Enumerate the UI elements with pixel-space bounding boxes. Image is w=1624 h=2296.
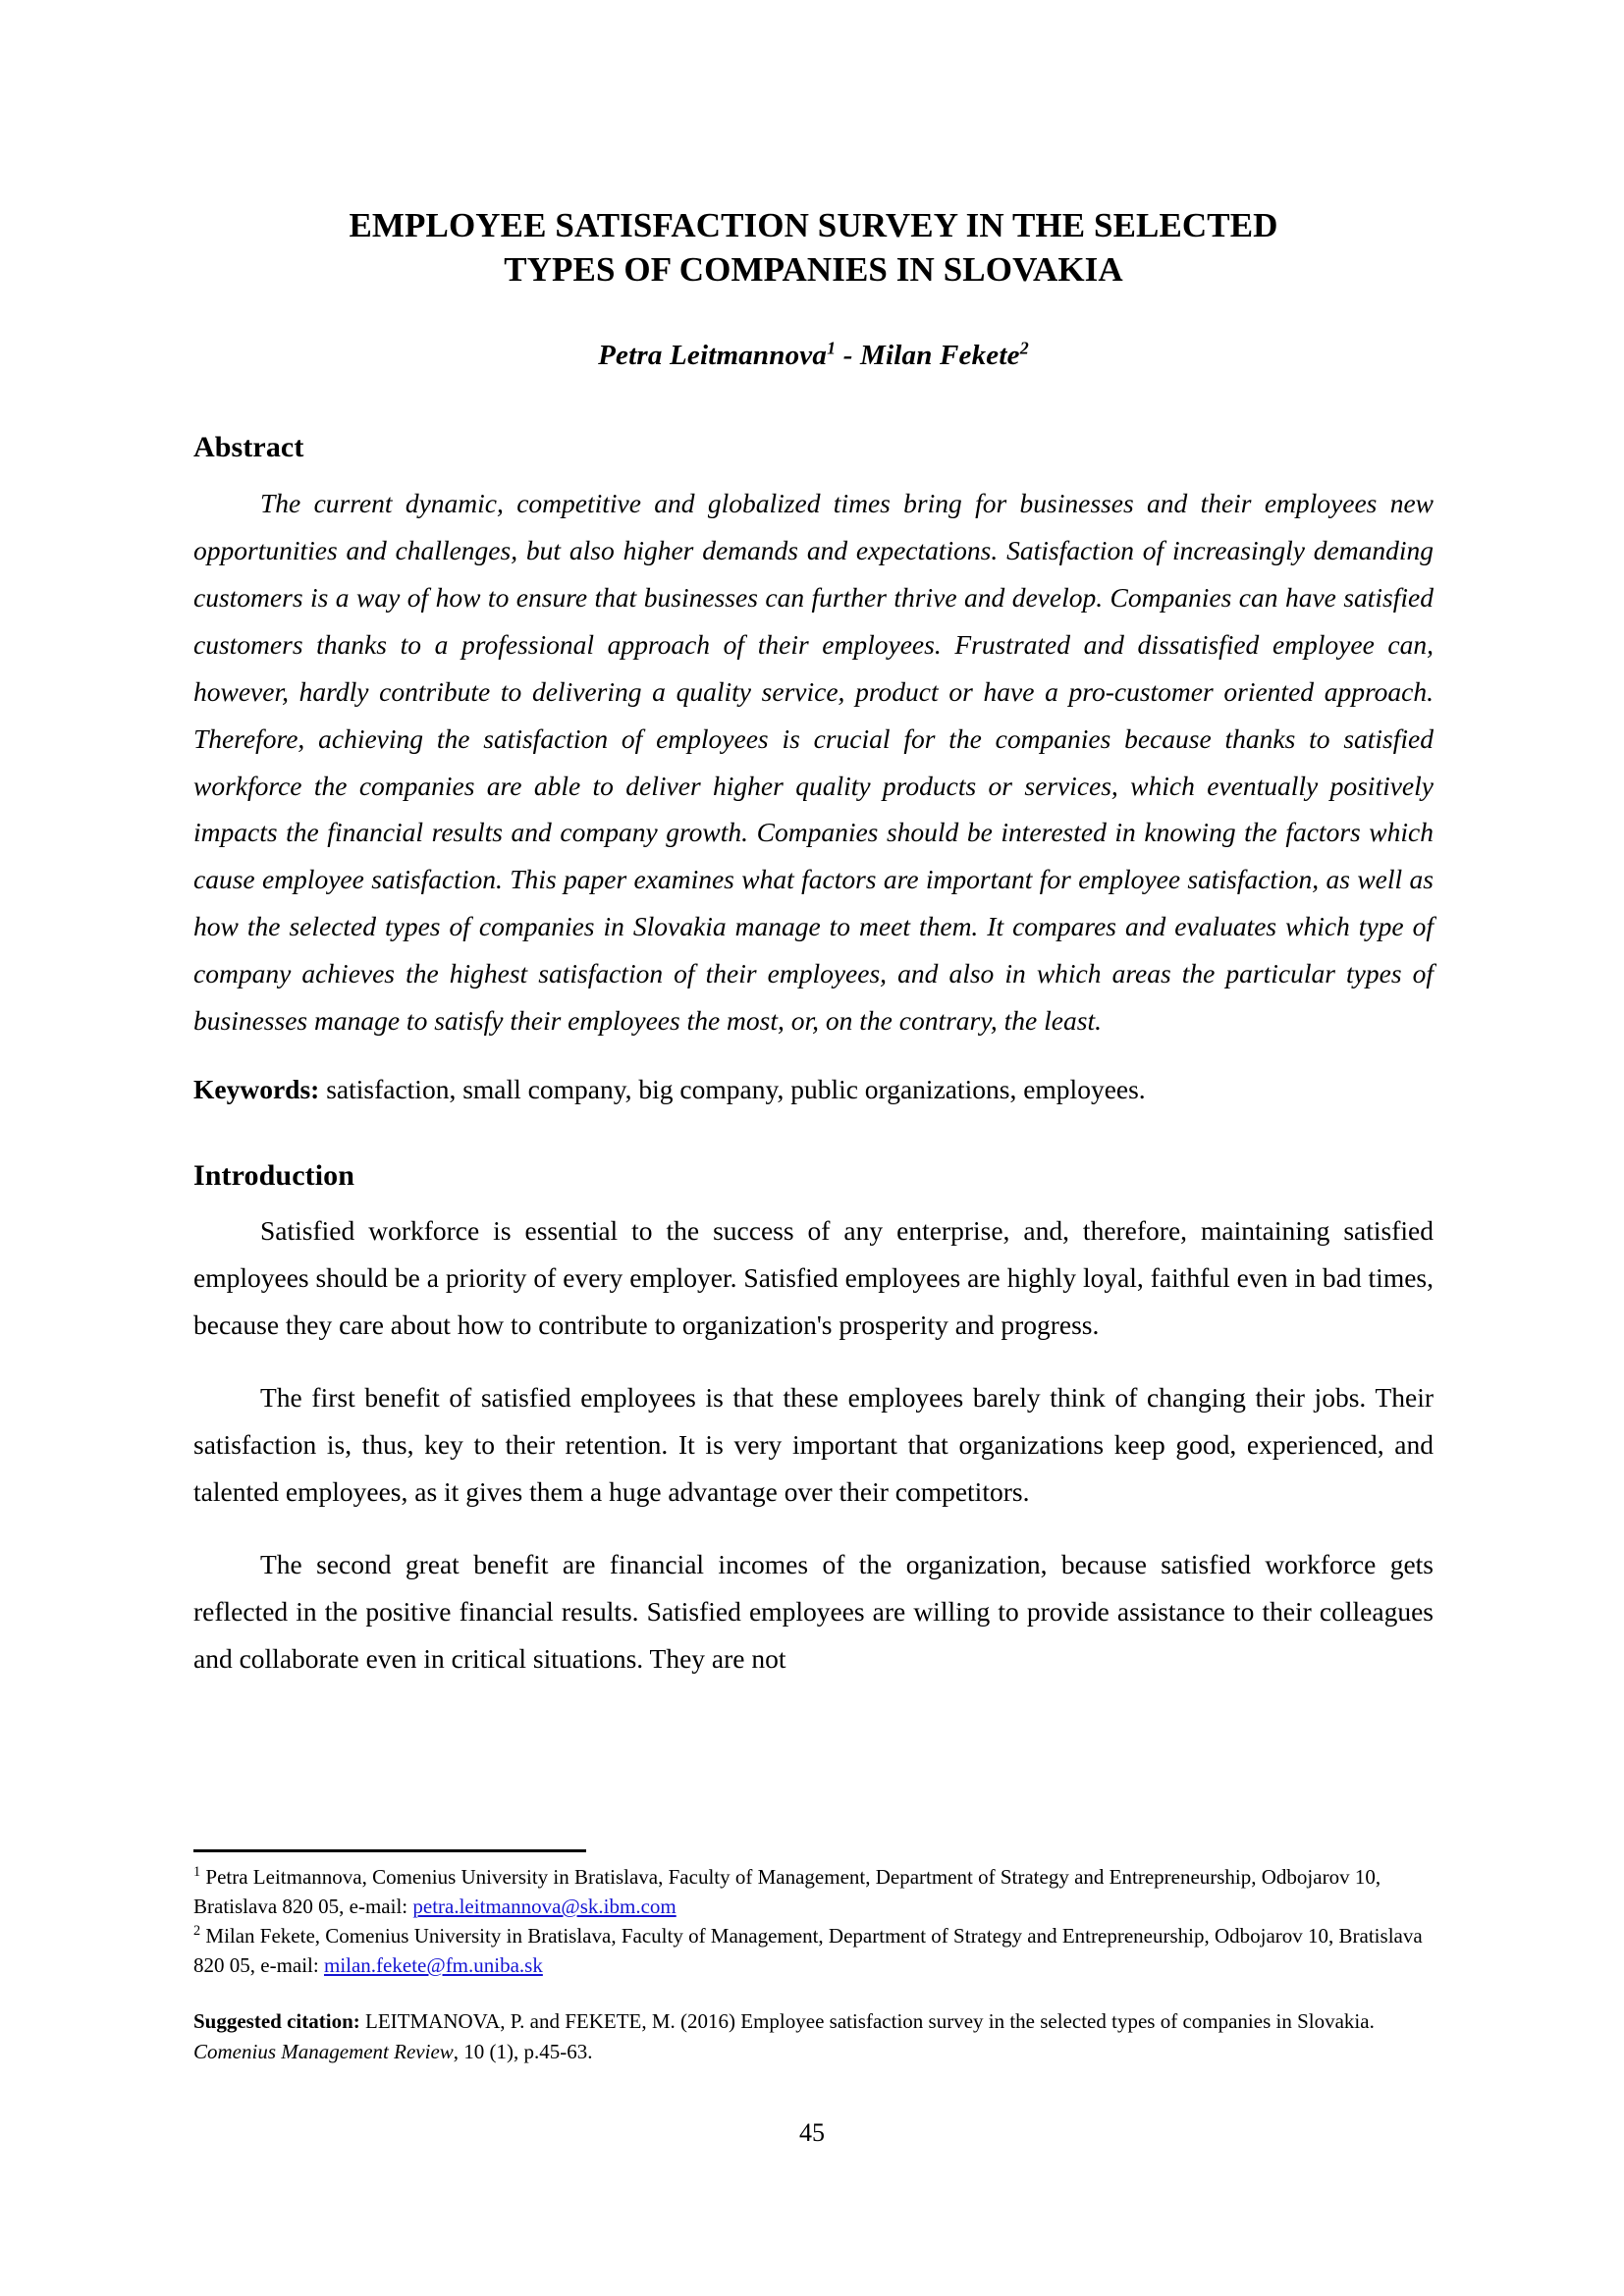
introduction-paragraph-3: The second great benefit are financial incomes of the organization, because satisfied workforce gets reflected in the positive financial results. Satisfied employees are willing to provide assistance to their colleagues and collaborate even in critical situations. They are not	[193, 1549, 1434, 1675]
author-one-footnote-marker: 1	[827, 337, 837, 357]
footnote-1-email-link[interactable]: petra.leitmannova@sk.ibm.com	[412, 1895, 677, 1919]
footnote-1	[193, 1862, 1434, 1921]
author-line	[193, 293, 1434, 372]
keywords-label: Keywords:	[193, 1074, 320, 1105]
abstract-heading: Abstract	[193, 430, 304, 463]
abstract-text: The current dynamic, competitive and globalized times bring for businesses and their employees new opportunities and challenges, but also higher demands and expectations. Satisfaction of increasingly demanding customers is a way of how to ensure that businesses can further thrive and develop. Companies can have satisfied customers thanks to a professional approach of their employees. Frustrated and dissatisfied employee can, however, hardly contribute to delivering a quality service, product or have a pro-customer oriented approach. Therefore, achieving the satisfaction of employees is crucial for the companies because thanks to satisfied workforce the companies are able to deliver higher quality products or services, which eventually positively impacts the financial results and company growth. Companies should be interested in knowing the factors which cause employee satisfaction. This paper examines what factors are important for employee satisfaction, as well as how the selected types of companies in Slovakia manage to meet them. It compares and evaluates which type of company achieves the highest satisfaction of their employees, and also in which areas the particular types of businesses manage to satisfy their employees the most, or, on the contrary, the least.	[193, 487, 1434, 1037]
citation-label: Suggested citation:	[193, 2009, 360, 2034]
footnote-2-text: Milan Fekete, Comenius University in Bratislava, Faculty of Management, Department of Strategy and Entrepreneurship, Odbojarov 10, Bratislava 820 05, e-mail:	[193, 1924, 1423, 1978]
footnote-separator-rule	[193, 1849, 586, 1852]
author-two: - Milan Fekete	[836, 339, 1020, 371]
footnote-2	[193, 1921, 1434, 1980]
introduction-paragraph-2: The first benefit of satisfied employees is that these employees barely think of changing their jobs. Their satisfaction is, thus, key to their retention. It is very important that organizations keep good, experienced, and talented employees, as it gives them a huge advantage over their competitors.	[193, 1382, 1434, 1508]
citation-journal-name: Comenius Management Review	[193, 2039, 454, 2063]
author-one: Petra Leitmannova	[598, 339, 828, 371]
keywords-line	[193, 1044, 1434, 1113]
footnote-2-marker: 2	[193, 1923, 201, 1940]
footnote-1-text: Petra Leitmannova, Comenius University in Bratislava, Faculty of Management, Department of Strategy and Entrepreneurship, Odbojarov 10, Bratislava 820 05, e-mail:	[193, 1865, 1381, 1919]
introduction-paragraph-1: Satisfied workforce is essential to the success of any enterprise, and, therefore, maintaining satisfied employees should be a priority of every employer. Satisfied employees are highly loyal, faithful even in bad times, because they care about how to contribute to organization's prosperity and progress.	[193, 1215, 1434, 1341]
citation-part-1: LEITMANOVA, P. and FEKETE, M. (2016) Employee satisfaction survey in the selected types of companies in Slovakia.	[359, 2009, 1375, 2034]
keywords-values: satisfaction, small company, big company, public organizations, employees.	[319, 1074, 1146, 1105]
footnote-area	[193, 1849, 1434, 2066]
introduction-heading: Introduction	[193, 1159, 355, 1193]
title-line-1: EMPLOYEE SATISFACTION SURVEY IN THE SELECTED	[349, 206, 1278, 244]
page-title	[193, 0, 1434, 293]
suggested-citation	[193, 1980, 1434, 2066]
footnote-1-marker: 1	[193, 1864, 201, 1880]
page-content	[193, 0, 1434, 1682]
author-two-footnote-marker: 2	[1019, 337, 1029, 357]
footnote-2-email-link[interactable]: milan.fekete@fm.uniba.sk	[323, 1953, 543, 1978]
title-line-2: TYPES OF COMPANIES IN SLOVAKIA	[504, 249, 1123, 289]
citation-part-2: , 10 (1), p.45-63.	[453, 2039, 593, 2063]
page-number: 45	[799, 2118, 825, 2147]
